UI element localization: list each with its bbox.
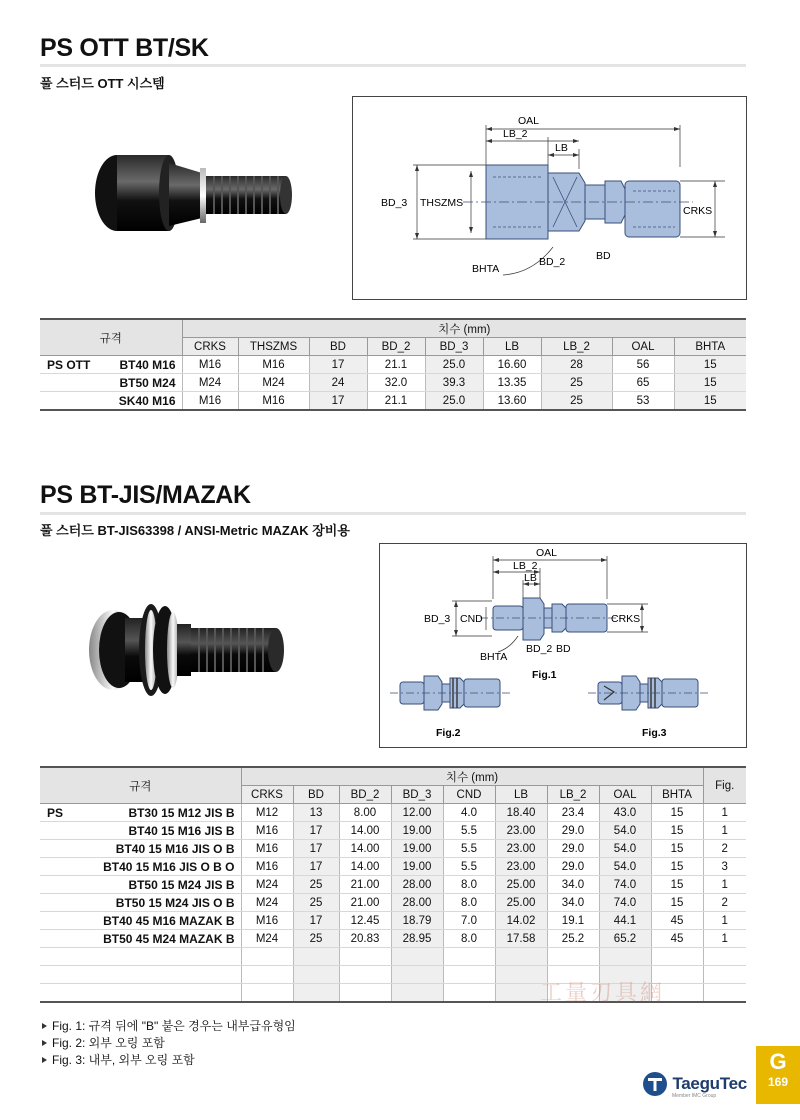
cell: 21.1 — [367, 392, 425, 411]
cell: 20.83 — [339, 930, 391, 948]
dim-label-bd: BD — [596, 250, 611, 262]
cell: 54.0 — [599, 858, 651, 876]
cell: 8.0 — [443, 930, 495, 948]
cell: M24 — [241, 876, 293, 894]
cell: 25.00 — [495, 876, 547, 894]
fig-cell: 1 — [703, 930, 746, 948]
cell: 28.00 — [391, 894, 443, 912]
cell: M24 — [182, 374, 238, 392]
cell: 13.35 — [483, 374, 541, 392]
dimension-diagram-ott — [352, 96, 747, 300]
cell: 25 — [293, 930, 339, 948]
fig-cell: 1 — [703, 912, 746, 930]
empty-cell — [547, 948, 599, 966]
empty-cell — [391, 948, 443, 966]
fig-cell: 3 — [703, 858, 746, 876]
empty-cell — [391, 984, 443, 1003]
empty-cell — [703, 966, 746, 984]
cell: 25 — [541, 374, 612, 392]
cell: 23.00 — [495, 858, 547, 876]
col-header: THSZMS — [238, 338, 309, 356]
cell: 19.00 — [391, 858, 443, 876]
dim-label-lb2: LB_2 — [503, 128, 528, 140]
cell: M24 — [238, 374, 309, 392]
cell: 17 — [293, 858, 339, 876]
bt-pull-stud-photo — [85, 598, 295, 703]
empty-cell — [339, 948, 391, 966]
cell: 15 — [651, 858, 703, 876]
col-header: BD — [309, 338, 367, 356]
table-row — [40, 840, 746, 858]
model-cell: BT40 15 M16 JIS O B O — [40, 858, 241, 876]
brand-logo — [642, 1071, 747, 1099]
cell: 56 — [612, 356, 674, 374]
cell: 17 — [293, 912, 339, 930]
cell: 25 — [541, 392, 612, 411]
cell: 19.00 — [391, 840, 443, 858]
dim-label-bd2: BD_2 — [539, 256, 566, 268]
cell: 15 — [674, 356, 746, 374]
model-cell: BT50 M24 — [40, 374, 182, 392]
cell: M16 — [241, 912, 293, 930]
fig3-label: Fig.3 — [642, 727, 667, 739]
cell: M16 — [182, 356, 238, 374]
cell: 29.0 — [547, 858, 599, 876]
dim-label-bhta: BHTA — [480, 651, 508, 663]
model-cell: BT50 45 M24 MAZAK B — [40, 930, 241, 948]
cell: 15 — [674, 374, 746, 392]
title-underline — [40, 64, 746, 67]
dim-label-crks: CRKS — [611, 613, 641, 625]
cell: 29.0 — [547, 840, 599, 858]
dim-label-bd3: BD_3 — [424, 613, 451, 625]
dim-header: 치수 (mm) — [241, 767, 703, 786]
section1-title: PS OTT BT/SK — [40, 34, 209, 62]
cell: 14.02 — [495, 912, 547, 930]
col-header: CRKS — [182, 338, 238, 356]
dim-label-lb2: LB_2 — [513, 560, 538, 572]
tab-letter: G — [769, 1049, 787, 1074]
model-cell: PS OTT BT40 M16 — [40, 356, 182, 374]
cell: 17 — [293, 822, 339, 840]
cell: 15 — [651, 876, 703, 894]
cell: 17.58 — [495, 930, 547, 948]
dim-label-bd3: BD_3 — [381, 197, 408, 209]
cell: 32.0 — [367, 374, 425, 392]
fig-cell: 1 — [703, 804, 746, 822]
empty-cell — [241, 948, 293, 966]
empty-cell — [339, 966, 391, 984]
cell: M12 — [241, 804, 293, 822]
watermark: 工量刃具網 — [540, 981, 666, 1006]
note-item: Fig. 2: 외부 오링 포함 — [42, 1035, 296, 1052]
empty-cell — [40, 984, 241, 1003]
section2-title: PS BT-JIS/MAZAK — [40, 481, 251, 509]
table-row — [40, 392, 746, 411]
cell: 28.95 — [391, 930, 443, 948]
dim-label-bd2: BD_2 — [526, 643, 553, 655]
cell: M24 — [241, 930, 293, 948]
cell: 15 — [651, 804, 703, 822]
cell: 74.0 — [599, 876, 651, 894]
spec-table-bt-jis — [40, 766, 746, 1003]
cell: M16 — [241, 840, 293, 858]
empty-cell — [241, 966, 293, 984]
col-header: BD_3 — [391, 786, 443, 804]
col-header: BHTA — [674, 338, 746, 356]
cell: 65.2 — [599, 930, 651, 948]
col-header: BD_2 — [339, 786, 391, 804]
cell: 54.0 — [599, 822, 651, 840]
spec-header: 규격 — [40, 767, 241, 804]
table-row — [40, 930, 746, 948]
fig-cell: 1 — [703, 876, 746, 894]
empty-cell — [443, 966, 495, 984]
cell: M24 — [241, 894, 293, 912]
empty-cell — [495, 948, 547, 966]
note-item: Fig. 3: 내부, 외부 오링 포함 — [42, 1052, 296, 1069]
cell: 43.0 — [599, 804, 651, 822]
notes — [42, 1018, 296, 1069]
cell: 16.60 — [483, 356, 541, 374]
col-header: BD_3 — [425, 338, 483, 356]
cell: M16 — [238, 356, 309, 374]
cell: 25 — [293, 894, 339, 912]
col-header: LB_2 — [541, 338, 612, 356]
cell: 45 — [651, 912, 703, 930]
col-header: LB — [495, 786, 547, 804]
col-header: BHTA — [651, 786, 703, 804]
pull-stud-photo — [82, 138, 302, 248]
table-row — [40, 858, 746, 876]
cell: 5.5 — [443, 840, 495, 858]
fig-cell: 2 — [703, 894, 746, 912]
cell: 44.1 — [599, 912, 651, 930]
cell: 53 — [612, 392, 674, 411]
cell: 65 — [612, 374, 674, 392]
cell: 25.0 — [425, 356, 483, 374]
cell: 14.00 — [339, 822, 391, 840]
col-header: BD — [293, 786, 339, 804]
empty-cell — [293, 966, 339, 984]
col-header: OAL — [599, 786, 651, 804]
cell: 15 — [674, 392, 746, 411]
empty-cell — [40, 966, 241, 984]
col-header: CRKS — [241, 786, 293, 804]
empty-cell — [703, 984, 746, 1003]
spec-table-ott — [40, 318, 746, 411]
section-tab — [756, 1046, 800, 1104]
cell: 25 — [293, 876, 339, 894]
cell: 5.5 — [443, 858, 495, 876]
cell: 13 — [293, 804, 339, 822]
dim-label-lb: LB — [524, 572, 537, 584]
fig2-label: Fig.2 — [436, 727, 461, 739]
empty-cell — [651, 948, 703, 966]
dim-label-oal: OAL — [518, 115, 540, 127]
cell: 25.2 — [547, 930, 599, 948]
dim-label-thszms: THSZMS — [420, 197, 464, 209]
cell: M16 — [238, 392, 309, 411]
col-header: BD_2 — [367, 338, 425, 356]
dim-label-lb: LB — [555, 142, 568, 154]
fig1-label: Fig.1 — [532, 669, 557, 681]
page-number: 169 — [767, 1075, 789, 1089]
cell: 15 — [651, 894, 703, 912]
cell: 25.00 — [495, 894, 547, 912]
col-header: CND — [443, 786, 495, 804]
note-item: Fig. 1: 규격 뒤에 "B" 붙은 경우는 내부급유형임 — [42, 1018, 296, 1035]
cell: 29.0 — [547, 822, 599, 840]
cell: 14.00 — [339, 840, 391, 858]
dim-label-oal: OAL — [536, 547, 558, 559]
cell: 8.00 — [339, 804, 391, 822]
cell: 25.0 — [425, 392, 483, 411]
table-row — [40, 894, 746, 912]
cell: 19.1 — [547, 912, 599, 930]
cell: 18.40 — [495, 804, 547, 822]
empty-row — [40, 948, 746, 966]
dim-header: 치수 (mm) — [182, 319, 746, 338]
empty-cell — [339, 984, 391, 1003]
model-cell: PS BT30 15 M12 JIS B — [40, 804, 241, 822]
section2-subtitle: 풀 스터드 BT-JIS63398 / ANSI-Metric MAZAK 장비용 — [40, 523, 350, 538]
dim-label-bd: BD — [556, 643, 571, 655]
col-header: LB — [483, 338, 541, 356]
cell: 34.0 — [547, 894, 599, 912]
empty-cell — [391, 966, 443, 984]
cell: 39.3 — [425, 374, 483, 392]
empty-cell — [241, 984, 293, 1003]
fig-cell: 2 — [703, 840, 746, 858]
cell: 21.00 — [339, 894, 391, 912]
table-row — [40, 822, 746, 840]
cell: 8.0 — [443, 876, 495, 894]
dim-label-bhta: BHTA — [472, 263, 500, 275]
cell: 54.0 — [599, 840, 651, 858]
cell: 7.0 — [443, 912, 495, 930]
cell: 28 — [541, 356, 612, 374]
cell: 23.00 — [495, 822, 547, 840]
cell: 21.1 — [367, 356, 425, 374]
cell: 17 — [309, 356, 367, 374]
table-row — [40, 374, 746, 392]
cell: 5.5 — [443, 822, 495, 840]
cell: 74.0 — [599, 894, 651, 912]
cell: 13.60 — [483, 392, 541, 411]
cell: M16 — [241, 822, 293, 840]
empty-cell — [443, 948, 495, 966]
cell: 28.00 — [391, 876, 443, 894]
cell: 17 — [309, 392, 367, 411]
brand-sub: Member IMC Group — [672, 1093, 717, 1099]
model-cell: BT50 15 M24 JIS O B — [40, 894, 241, 912]
cell: M16 — [182, 392, 238, 411]
empty-cell — [293, 948, 339, 966]
empty-cell — [443, 984, 495, 1003]
table-row — [40, 356, 746, 374]
table-row — [40, 912, 746, 930]
cell: 24 — [309, 374, 367, 392]
col-header: OAL — [612, 338, 674, 356]
dim-label-crks: CRKS — [683, 205, 713, 217]
model-cell: BT40 15 M16 JIS B — [40, 822, 241, 840]
cell: 18.79 — [391, 912, 443, 930]
cell: 17 — [293, 840, 339, 858]
cell: 15 — [651, 822, 703, 840]
model-cell: BT40 45 M16 MAZAK B — [40, 912, 241, 930]
taegutec-logo-icon — [642, 1071, 668, 1097]
section1-subtitle: 풀 스터드 OTT 시스템 — [40, 76, 165, 91]
model-cell: BT40 15 M16 JIS O B — [40, 840, 241, 858]
model-cell: BT50 15 M24 JIS B — [40, 876, 241, 894]
fig-header: Fig. — [703, 767, 746, 804]
dimension-diagram-bt-jis — [379, 543, 747, 748]
col-header: LB_2 — [547, 786, 599, 804]
cell: 8.0 — [443, 894, 495, 912]
cell: 23.4 — [547, 804, 599, 822]
table-row — [40, 804, 746, 822]
dim-label-cnd: CND — [460, 613, 483, 625]
spec-header: 규격 — [40, 319, 182, 356]
cell: 45 — [651, 930, 703, 948]
empty-cell — [703, 948, 746, 966]
brand-name: TaeguTec — [672, 1074, 747, 1093]
model-cell: SK40 M16 — [40, 392, 182, 411]
empty-cell — [293, 984, 339, 1003]
cell: 14.00 — [339, 858, 391, 876]
cell: 12.45 — [339, 912, 391, 930]
cell: 34.0 — [547, 876, 599, 894]
title-underline — [40, 512, 746, 515]
empty-cell — [40, 948, 241, 966]
cell: 12.00 — [391, 804, 443, 822]
table-row — [40, 876, 746, 894]
cell: 4.0 — [443, 804, 495, 822]
cell: 15 — [651, 840, 703, 858]
cell: 21.00 — [339, 876, 391, 894]
cell: 23.00 — [495, 840, 547, 858]
cell: 19.00 — [391, 822, 443, 840]
cell: M16 — [241, 858, 293, 876]
fig-cell: 1 — [703, 822, 746, 840]
empty-cell — [599, 948, 651, 966]
